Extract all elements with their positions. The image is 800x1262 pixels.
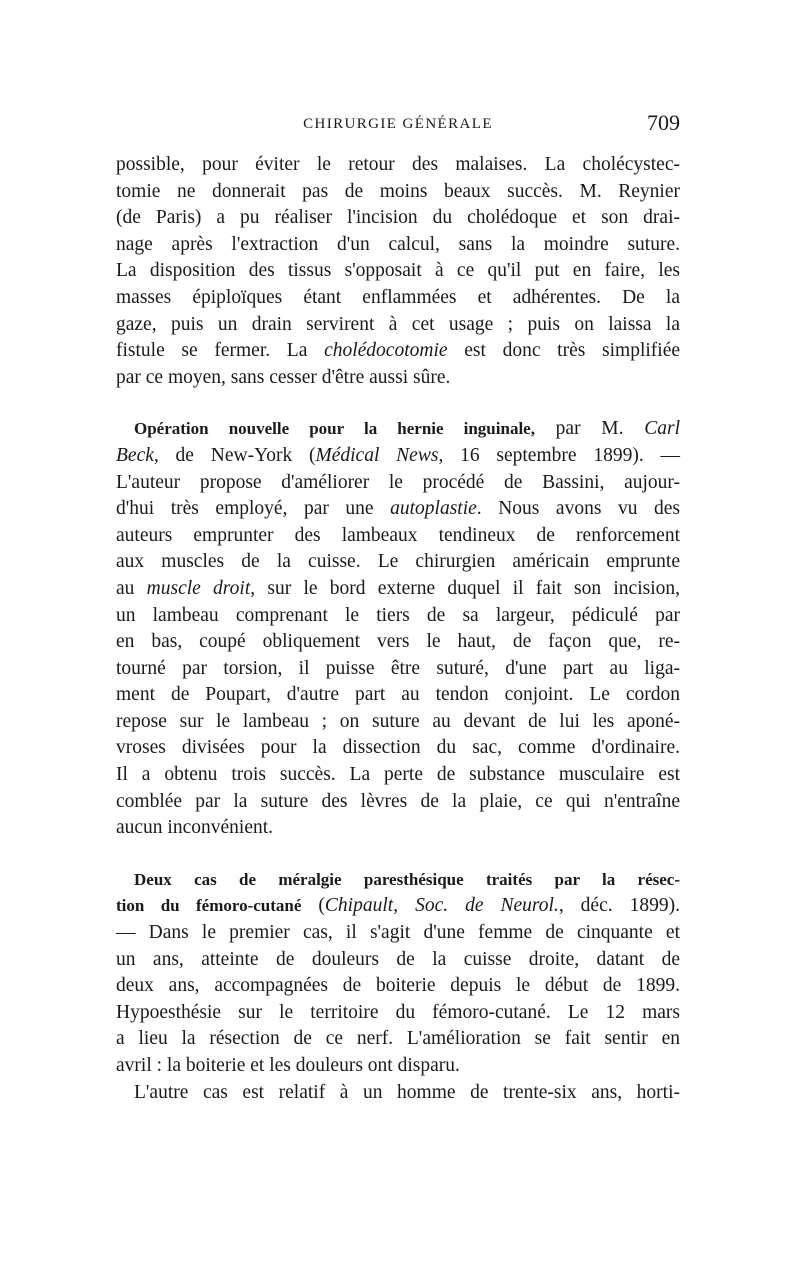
italic-term: cholédocotomie xyxy=(324,340,448,362)
italic-author: Beck xyxy=(116,444,154,466)
text-line xyxy=(116,576,680,603)
text-line: — Dans le premier cas, il s'agit d'une femme de cinquante et xyxy=(116,922,680,944)
text-segment: , sur le bord externe duquel il fait son incision, xyxy=(250,577,680,599)
text-line: par ce moyen, sans cesser d'être aussi sûre. xyxy=(116,366,451,388)
text-line: ment de Poupart, d'autre part au tendon conjoint. Le cordon xyxy=(116,684,680,706)
text-line xyxy=(116,893,680,920)
text-segment: au xyxy=(116,577,147,599)
text-line: L'autre cas est relatif à un homme de trente-six ans, horti- xyxy=(134,1081,680,1103)
italic-author: Chipault xyxy=(324,895,394,917)
text-segment: est donc très simplifiée xyxy=(447,340,681,362)
paragraph-autre-cas xyxy=(116,1080,680,1107)
text-line xyxy=(116,867,680,894)
text-line: nage après l'extraction d'un calcul, sans la moindre suture. xyxy=(116,233,680,255)
text-line: masses épiploïques étant enflammées et adhérentes. De la xyxy=(116,286,680,308)
paragraph-hernie-inguinale xyxy=(116,416,680,842)
paragraph-meralgie xyxy=(116,867,680,1080)
text-segment: , de New-York ( xyxy=(153,444,316,466)
text-line: a lieu la résection de ce nerf. L'amélioration se fait sentir en xyxy=(116,1028,680,1050)
text-line xyxy=(116,416,680,443)
text-segment: . Nous avons vu des xyxy=(476,498,680,520)
text-line: un lambeau comprenant le tiers de sa largeur, pédiculé par xyxy=(116,604,680,626)
text-line xyxy=(116,443,680,470)
text-line: aucun inconvénient. xyxy=(116,817,274,839)
text-line: aux muscles de la cuisse. Le chirurgien américain emprunte xyxy=(116,551,680,573)
page-header xyxy=(116,110,680,140)
text-line: comblée par la suture des lèvres de la plaie, ce qui n'entraîne xyxy=(116,790,680,812)
italic-journal: Médical News xyxy=(315,444,439,466)
text-line: L'auteur propose d'améliorer le procédé de Bassini, aujour- xyxy=(116,471,680,493)
text-line: Hypoesthésie sur le territoire du fémoro-cutané. Le 12 mars xyxy=(116,1001,680,1023)
text-line: La disposition des tissus s'opposait à ce qu'il put en faire, les xyxy=(116,260,680,282)
running-head: CHIRURGIE GÉNÉRALE xyxy=(303,116,493,132)
italic-term: autoplastie xyxy=(390,498,477,520)
section-title: tion du fémoro-cutané xyxy=(116,896,302,916)
text-line: Il a obtenu trois succès. La perte de substance musculaire est xyxy=(116,764,680,786)
section-title: Deux cas de méralgie paresthésique traités par la résec- xyxy=(134,869,680,889)
text-line: un ans, atteinte de douleurs de la cuisse droite, datant de xyxy=(116,948,680,970)
text-segment: , xyxy=(393,895,416,917)
text-line: possible, pour éviter le retour des malaises. La cholécystec- xyxy=(116,154,680,175)
page xyxy=(116,110,680,1106)
text-segment: d'hui très employé, par une xyxy=(116,498,391,520)
text-line: tourné par torsion, il puisse être suturé, d'une part au liga- xyxy=(116,657,680,679)
text-segment: fistule se fermer. La xyxy=(116,340,325,362)
text-segment: , déc. 1899). xyxy=(558,895,680,917)
italic-term: muscle droit xyxy=(146,577,251,599)
text-line: auteurs emprunter des lambeaux tendineux de renforcement xyxy=(116,524,680,546)
paragraph-cholecystectomie xyxy=(116,152,680,391)
section-title: Opération nouvelle pour la hernie inguinale, xyxy=(134,419,535,439)
text-line: gaze, puis un drain servirent à cet usage ; puis on laissa la xyxy=(116,313,680,335)
text-segment: , 16 septembre 1899). — xyxy=(438,444,680,466)
text-line: tomie ne donnerait pas de moins beaux succès. M. Reynier xyxy=(116,180,680,202)
text-line: vroses divisées pour la dissection du sac, comme d'ordinaire. xyxy=(116,737,680,759)
text-line xyxy=(116,496,680,523)
text-segment: ( xyxy=(301,895,325,917)
italic-author: Carl xyxy=(644,418,680,440)
text-line: avril : la boiterie et les douleurs ont disparu. xyxy=(116,1055,460,1076)
italic-journal: Soc. de Neurol. xyxy=(415,895,559,917)
page-number: 709 xyxy=(647,110,680,135)
text-line: repose sur le lambeau ; on suture au devant de lui les aponé- xyxy=(116,710,680,732)
text-line: (de Paris) a pu réaliser l'incision du cholédoque et son drai- xyxy=(116,207,680,229)
text-line xyxy=(116,338,680,365)
text-segment: par M. xyxy=(534,418,645,440)
text-line: deux ans, accompagnées de boiterie depuis le début de 1899. xyxy=(116,975,680,997)
text-line: en bas, coupé obliquement vers le haut, de façon que, re- xyxy=(116,631,680,653)
